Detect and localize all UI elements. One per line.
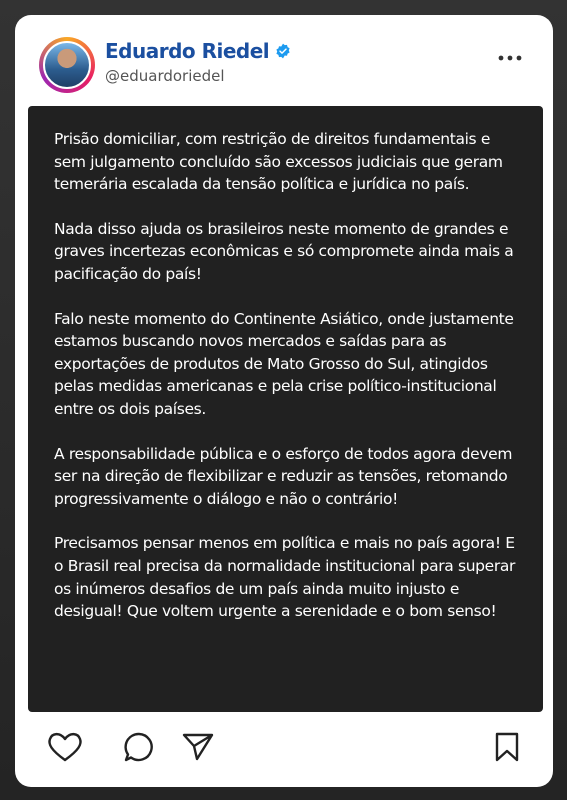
post-paragraph: Prisão domiciliar, com restrição de direitos fundamentais e sem julgamento concluído são excessos judiciais que geram temerária escalada da tensão política e jurídica no país. <box>54 130 503 194</box>
send-icon[interactable] <box>181 731 215 763</box>
post-text-box <box>28 106 543 712</box>
post-paragraph: Precisamos pensar menos em política e mais no país agora! E o Brasil real precisa da normalidade institucional para superar os inúmeros desafios de um país ainda muito injusto e desigual! Que voltem urgente a serenidade e o bom senso! <box>54 534 516 621</box>
post-card <box>15 15 553 787</box>
author-handle[interactable]: @eduardoriedel <box>105 67 225 85</box>
heart-icon[interactable] <box>47 731 83 763</box>
post-actions <box>47 727 521 767</box>
avatar[interactable] <box>39 37 95 93</box>
verified-badge-icon <box>275 43 291 59</box>
post-paragraph: Nada disso ajuda os brasileiros neste momento de grandes e graves incertezas econômicas e só compromete ainda mais a pacificação do país! <box>54 219 514 283</box>
post-paragraph: A responsabilidade pública e o esforço de todos agora devem ser na direção de flexibilizar e reduzir as tensões, retomando progressivamente o diálogo e não o contrário! <box>54 444 513 508</box>
avatar-image <box>43 41 91 89</box>
more-horizontal-icon[interactable] <box>497 53 523 63</box>
post-paragraph: Falo neste momento do Continente Asiático, onde justamente estamos buscando novos mercados e saídas para as exportações de produtos de Mato Grosso do Sul, atingidos pelas medidas americanas e pela crise político-institucional entre os dois países. <box>54 309 514 418</box>
post-header <box>39 37 529 95</box>
author-name[interactable]: Eduardo Riedel <box>105 39 270 63</box>
author-name-row <box>105 39 291 63</box>
comment-icon[interactable] <box>123 731 155 763</box>
bookmark-icon[interactable] <box>493 731 521 763</box>
